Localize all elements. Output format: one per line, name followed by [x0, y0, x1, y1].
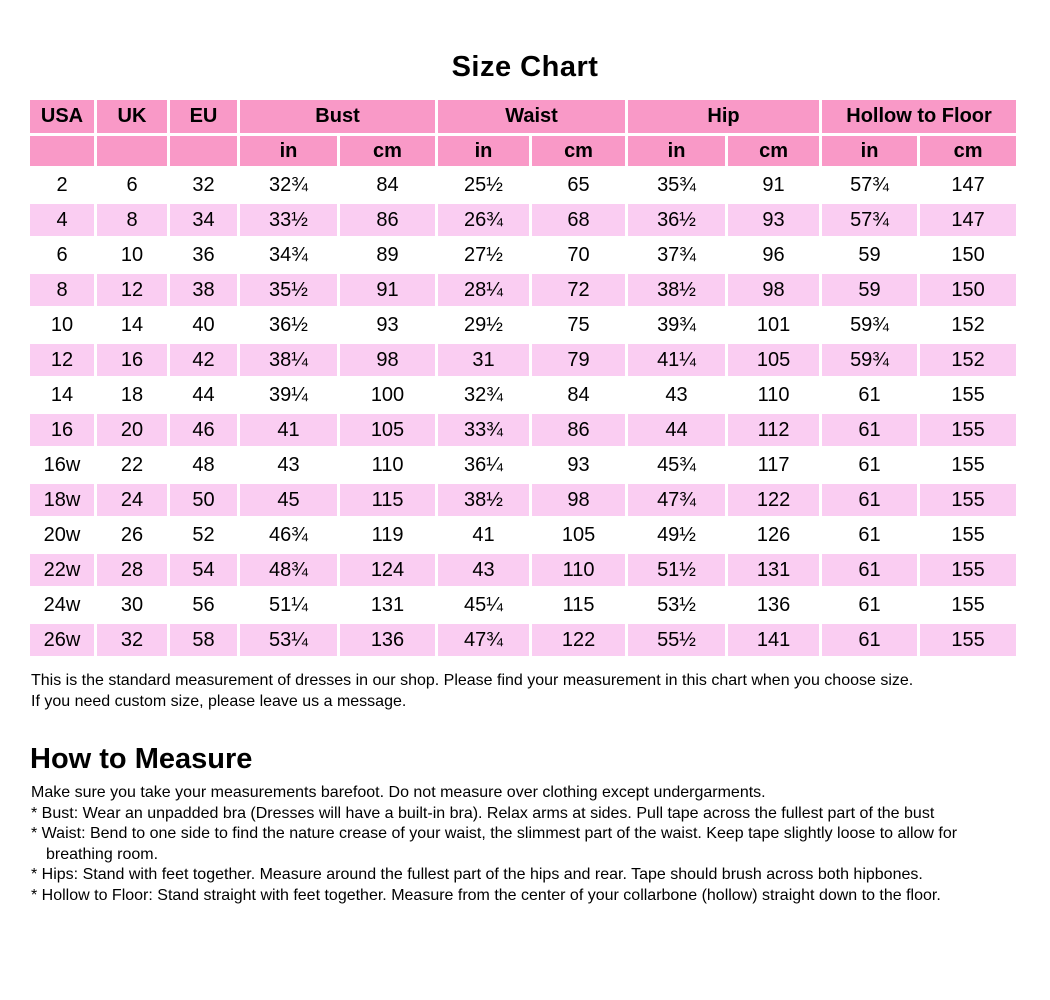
table-cell: 96 [728, 239, 819, 271]
table-cell: 12 [97, 274, 167, 306]
table-row [30, 589, 1016, 621]
table-cell: 100 [340, 379, 435, 411]
unit-header-bust-in: in [240, 136, 337, 166]
unit-header-hollow-cm: cm [920, 136, 1016, 166]
table-cell: 49½ [628, 519, 725, 551]
table-cell: 6 [97, 169, 167, 201]
table-cell: 55½ [628, 624, 725, 656]
table-row [30, 624, 1016, 656]
table-cell: 155 [920, 519, 1016, 551]
table-cell: 56 [170, 589, 237, 621]
table-cell: 117 [728, 449, 819, 481]
table-cell: 122 [532, 624, 625, 656]
table-cell: 26¾ [438, 204, 529, 236]
table-cell: 18w [30, 484, 94, 516]
table-cell: 84 [340, 169, 435, 201]
table-cell: 68 [532, 204, 625, 236]
table-cell: 45 [240, 484, 337, 516]
table-cell: 150 [920, 274, 1016, 306]
table-row [30, 554, 1016, 586]
table-cell: 84 [532, 379, 625, 411]
empty-header-cell [30, 136, 94, 166]
note-text [31, 670, 1050, 712]
table-cell: 65 [532, 169, 625, 201]
table-cell: 16 [30, 414, 94, 446]
note-line-1: This is the standard measurement of dresses in our shop. Please find your measurement in this chart when you choose size. [31, 672, 914, 689]
table-cell: 8 [97, 204, 167, 236]
table-cell: 8 [30, 274, 94, 306]
table-cell: 36½ [240, 309, 337, 341]
table-cell: 45¼ [438, 589, 529, 621]
table-cell: 61 [822, 449, 917, 481]
table-row [30, 449, 1016, 481]
col-header-eu: EU [170, 100, 237, 133]
table-cell: 115 [532, 589, 625, 621]
how-to-measure-heading: How to Measure [30, 743, 253, 775]
col-header-hip: Hip [628, 100, 819, 133]
table-row [30, 519, 1016, 551]
table-cell: 32¾ [240, 169, 337, 201]
table-cell: 61 [822, 624, 917, 656]
unit-header-hip-in: in [628, 136, 725, 166]
table-cell: 24 [97, 484, 167, 516]
instruction-bust: * Bust: Wear an unpadded bra (Dresses will have a built-in bra). Relax arms at sides. Pull tape across the fullest part of the bust [31, 804, 935, 822]
table-row [30, 204, 1016, 236]
instruction-hollow-to-floor: * Hollow to Floor: Stand straight with feet together. Measure from the center of your collarbone (hollow) straight down to the floor. [31, 886, 941, 904]
instruction-waist-continuation: breathing room. [46, 845, 159, 863]
table-row [30, 309, 1016, 341]
table-cell: 91 [728, 169, 819, 201]
table-cell: 136 [728, 589, 819, 621]
table-cell: 89 [340, 239, 435, 271]
table-cell: 51¼ [240, 589, 337, 621]
table-cell: 35½ [240, 274, 337, 306]
table-cell: 152 [920, 344, 1016, 376]
unit-header-hollow-in: in [822, 136, 917, 166]
table-cell: 27½ [438, 239, 529, 271]
empty-header-cell [97, 136, 167, 166]
table-cell: 115 [340, 484, 435, 516]
table-cell: 52 [170, 519, 237, 551]
table-cell: 93 [340, 309, 435, 341]
table-cell: 61 [822, 519, 917, 551]
table-cell: 47¾ [438, 624, 529, 656]
table-cell: 155 [920, 624, 1016, 656]
table-cell: 105 [728, 344, 819, 376]
table-row [30, 344, 1016, 376]
table-cell: 48 [170, 449, 237, 481]
table-cell: 42 [170, 344, 237, 376]
table-cell: 112 [728, 414, 819, 446]
table-cell: 40 [170, 309, 237, 341]
table-cell: 141 [728, 624, 819, 656]
table-cell: 36 [170, 239, 237, 271]
table-row [30, 414, 1016, 446]
empty-header-cell [170, 136, 237, 166]
table-cell: 101 [728, 309, 819, 341]
table-cell: 155 [920, 379, 1016, 411]
table-cell: 152 [920, 309, 1016, 341]
col-header-hollow-to-floor: Hollow to Floor [822, 100, 1016, 133]
col-header-waist: Waist [438, 100, 625, 133]
table-row [30, 274, 1016, 306]
col-header-bust: Bust [240, 100, 435, 133]
unit-header-waist-cm: cm [532, 136, 625, 166]
table-cell: 91 [340, 274, 435, 306]
table-cell: 35¾ [628, 169, 725, 201]
table-cell: 110 [340, 449, 435, 481]
table-cell: 46 [170, 414, 237, 446]
table-cell: 16w [30, 449, 94, 481]
table-cell: 39¼ [240, 379, 337, 411]
table-cell: 155 [920, 554, 1016, 586]
table-cell: 2 [30, 169, 94, 201]
table-cell: 10 [97, 239, 167, 271]
table-cell: 44 [170, 379, 237, 411]
table-cell: 155 [920, 449, 1016, 481]
table-row [30, 484, 1016, 516]
table-cell: 98 [340, 344, 435, 376]
table-cell: 24w [30, 589, 94, 621]
table-cell: 29½ [438, 309, 529, 341]
table-cell: 57¾ [822, 169, 917, 201]
table-cell: 34¾ [240, 239, 337, 271]
table-cell: 86 [532, 414, 625, 446]
table-cell: 61 [822, 589, 917, 621]
instruction-waist: * Waist: Bend to one side to find the nature crease of your waist, the slimmest part of the waist. Keep tape slightly loose to allow for [31, 825, 958, 842]
table-cell: 22w [30, 554, 94, 586]
table-cell: 59¾ [822, 309, 917, 341]
table-cell: 131 [728, 554, 819, 586]
table-cell: 58 [170, 624, 237, 656]
table-row [30, 239, 1016, 271]
table-cell: 105 [532, 519, 625, 551]
table-cell: 70 [532, 239, 625, 271]
table-cell: 105 [340, 414, 435, 446]
table-cell: 38½ [438, 484, 529, 516]
table-cell: 61 [822, 484, 917, 516]
table-cell: 41 [438, 519, 529, 551]
instruction-hips: * Hips: Stand with feet together. Measure around the fullest part of the hips and rear. Tape should brush across both hipbones. [31, 866, 923, 883]
table-cell: 98 [532, 484, 625, 516]
table-cell: 28 [97, 554, 167, 586]
table-cell: 44 [628, 414, 725, 446]
table-cell: 53¼ [240, 624, 337, 656]
table-cell: 86 [340, 204, 435, 236]
table-cell: 43 [438, 554, 529, 586]
table-cell: 110 [728, 379, 819, 411]
table-cell: 34 [170, 204, 237, 236]
table-cell: 26w [30, 624, 94, 656]
table-cell: 51½ [628, 554, 725, 586]
table-cell: 93 [728, 204, 819, 236]
table-cell: 47¾ [628, 484, 725, 516]
table-cell: 14 [97, 309, 167, 341]
table-cell: 136 [340, 624, 435, 656]
table-cell: 14 [30, 379, 94, 411]
table-cell: 79 [532, 344, 625, 376]
table-cell: 6 [30, 239, 94, 271]
table-cell: 155 [920, 414, 1016, 446]
table-cell: 131 [340, 589, 435, 621]
table-cell: 12 [30, 344, 94, 376]
table-cell: 122 [728, 484, 819, 516]
table-cell: 20 [97, 414, 167, 446]
table-cell: 30 [97, 589, 167, 621]
table-cell: 126 [728, 519, 819, 551]
size-chart-table [27, 97, 1019, 659]
page-title: Size Chart [451, 51, 599, 83]
how-to-measure-instructions [31, 783, 1050, 906]
table-cell: 25½ [438, 169, 529, 201]
table-cell: 32 [170, 169, 237, 201]
table-cell: 46¾ [240, 519, 337, 551]
table-cell: 119 [340, 519, 435, 551]
col-header-uk: UK [97, 100, 167, 133]
header-row-groups [30, 100, 1016, 133]
table-cell: 36¼ [438, 449, 529, 481]
unit-header-bust-cm: cm [340, 136, 435, 166]
table-cell: 93 [532, 449, 625, 481]
table-cell: 61 [822, 554, 917, 586]
unit-header-hip-cm: cm [728, 136, 819, 166]
table-cell: 75 [532, 309, 625, 341]
table-cell: 98 [728, 274, 819, 306]
table-cell: 59¾ [822, 344, 917, 376]
table-cell: 28¼ [438, 274, 529, 306]
table-cell: 38½ [628, 274, 725, 306]
table-cell: 147 [920, 169, 1016, 201]
table-cell: 36½ [628, 204, 725, 236]
table-cell: 31 [438, 344, 529, 376]
table-cell: 4 [30, 204, 94, 236]
table-cell: 110 [532, 554, 625, 586]
table-cell: 59 [822, 274, 917, 306]
col-header-usa: USA [30, 100, 94, 133]
table-row [30, 379, 1016, 411]
table-cell: 150 [920, 239, 1016, 271]
table-cell: 20w [30, 519, 94, 551]
header-row-units [30, 136, 1016, 166]
table-cell: 155 [920, 589, 1016, 621]
table-cell: 54 [170, 554, 237, 586]
table-cell: 38¼ [240, 344, 337, 376]
table-cell: 59 [822, 239, 917, 271]
table-cell: 26 [97, 519, 167, 551]
table-cell: 147 [920, 204, 1016, 236]
table-cell: 33½ [240, 204, 337, 236]
table-cell: 43 [628, 379, 725, 411]
table-cell: 72 [532, 274, 625, 306]
table-cell: 50 [170, 484, 237, 516]
table-cell: 38 [170, 274, 237, 306]
table-cell: 22 [97, 449, 167, 481]
table-cell: 61 [822, 414, 917, 446]
table-cell: 155 [920, 484, 1016, 516]
table-cell: 10 [30, 309, 94, 341]
table-cell: 32 [97, 624, 167, 656]
table-cell: 45¾ [628, 449, 725, 481]
note-line-2: If you need custom size, please leave us a message. [31, 693, 407, 710]
size-table-body [30, 169, 1016, 656]
table-cell: 39¾ [628, 309, 725, 341]
table-cell: 18 [97, 379, 167, 411]
table-cell: 33¾ [438, 414, 529, 446]
table-row [30, 169, 1016, 201]
instruction-intro: Make sure you take your measurements barefoot. Do not measure over clothing except undergarments. [31, 784, 766, 801]
table-cell: 53½ [628, 589, 725, 621]
table-cell: 57¾ [822, 204, 917, 236]
table-cell: 41 [240, 414, 337, 446]
table-cell: 48¾ [240, 554, 337, 586]
table-cell: 124 [340, 554, 435, 586]
table-cell: 16 [97, 344, 167, 376]
table-cell: 61 [822, 379, 917, 411]
table-cell: 41¼ [628, 344, 725, 376]
table-cell: 43 [240, 449, 337, 481]
unit-header-waist-in: in [438, 136, 529, 166]
table-cell: 32¾ [438, 379, 529, 411]
table-cell: 37¾ [628, 239, 725, 271]
table-header [30, 100, 1016, 166]
